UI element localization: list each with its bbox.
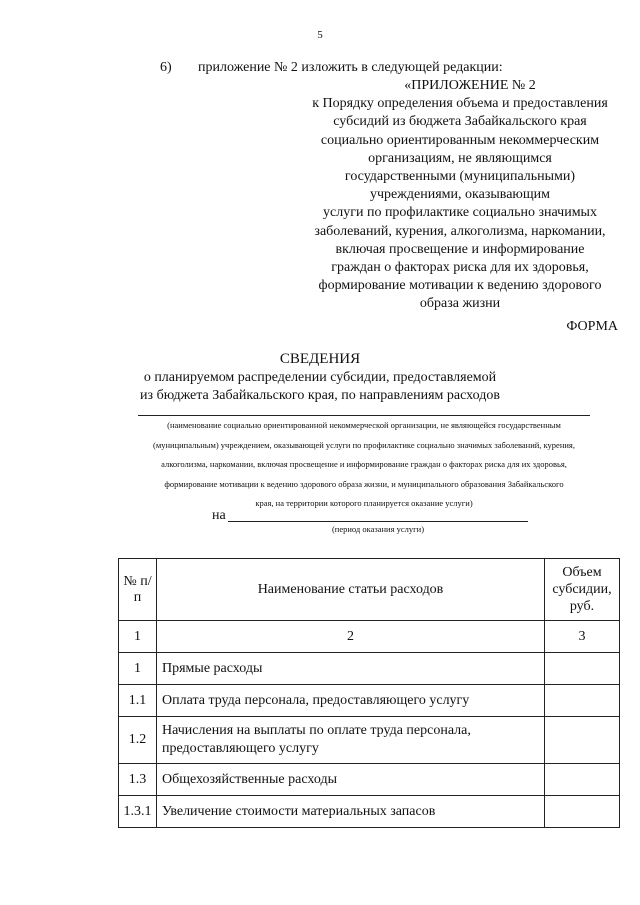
appendix-line: организациям, не являющимся xyxy=(368,150,552,166)
row-number: 1 xyxy=(119,653,157,685)
row-amount-cell xyxy=(545,685,620,717)
appendix-line: учреждениями, оказывающим xyxy=(369,187,550,203)
row-expense-name: Увеличение стоимости материальных запасов xyxy=(157,796,545,828)
appendix-line: заболеваний, курения, алкоголизма, наркомании, xyxy=(314,223,606,239)
column-number: 1 xyxy=(119,621,157,653)
appendix-line: граждан о факторах риска для их здоровья, xyxy=(331,260,589,276)
appendix-line: к Порядку определения объема и предоставления xyxy=(312,96,608,112)
table-row xyxy=(119,685,620,717)
caption-line: алкоголизма, наркомании, включая просвещение и информирование граждан о факторах риска для их здоровья, xyxy=(161,459,567,469)
appendix-line: субсидий из бюджета Забайкальского края xyxy=(333,114,587,130)
table-row xyxy=(119,717,620,764)
item-number: 6) xyxy=(160,60,172,75)
table-row xyxy=(119,796,620,828)
appendix-line: услуги по профилактике социально значимых xyxy=(323,205,597,221)
row-expense-name: Прямые расходы xyxy=(157,653,545,685)
appendix-line: включая просвещение и информирование xyxy=(335,241,585,257)
caption-line: формирование мотивации к ведению здорового образа жизни, и муниципального образования Забайкальского xyxy=(164,478,564,489)
page-number: 5 xyxy=(317,29,323,41)
appendix-line: государственными (муниципальными) xyxy=(344,169,576,185)
appendix-heading xyxy=(300,77,620,314)
document-subtitle xyxy=(0,369,640,405)
table-header-row xyxy=(119,559,620,621)
appendix-line: формирование мотивации к ведению здорового xyxy=(318,278,602,294)
appendix-line: образа жизни xyxy=(419,296,501,312)
appendix-title: «ПРИЛОЖЕНИЕ № 2 xyxy=(404,78,536,93)
header-expense-name: Наименование статьи расходов xyxy=(157,559,545,621)
table-row xyxy=(119,764,620,796)
amendment-item xyxy=(160,60,503,76)
caption-line: (муниципальным) учреждением, оказывающей услуги по профилактике социально значимых заболеваний, курения, xyxy=(153,439,575,450)
period-label: на xyxy=(212,508,226,523)
period-input-line xyxy=(228,521,528,522)
row-amount-cell xyxy=(545,653,620,685)
row-amount-cell xyxy=(545,717,620,764)
item-text: приложение № 2 изложить в следующей редакции: xyxy=(198,60,503,75)
row-expense-name: Начисления на выплаты по оплате труда персонала, предоставляющего услугу xyxy=(157,717,545,764)
period-caption: (период оказания услуги) xyxy=(331,524,425,534)
subtitle-line: о планируемом распределении субсидии, предоставляемой xyxy=(143,370,497,385)
table-row xyxy=(119,653,620,685)
row-amount-cell xyxy=(545,764,620,796)
column-number: 3 xyxy=(545,621,620,653)
caption-line: края, на территории которого планируется оказание услуги) xyxy=(255,498,473,508)
row-number: 1.2 xyxy=(119,717,157,764)
organization-caption xyxy=(124,415,604,514)
row-number: 1.1 xyxy=(119,685,157,717)
row-number: 1.3.1 xyxy=(119,796,157,828)
row-number: 1.3 xyxy=(119,764,157,796)
caption-line: (наименование социально ориентированной некоммерческой организации, не являющейся государственным xyxy=(138,415,590,436)
column-number: 2 xyxy=(157,621,545,653)
subtitle-line: из бюджета Забайкальского края, по направлениям расходов xyxy=(140,388,500,403)
header-subsidy-amount: Объем субсидии, руб. xyxy=(545,559,620,621)
expenses-table xyxy=(118,558,620,828)
form-label: ФОРМА xyxy=(566,319,618,334)
row-expense-name: Оплата труда персонала, предоставляющего услугу xyxy=(157,685,545,717)
row-amount-cell xyxy=(545,796,620,828)
document-title: СВЕДЕНИЯ xyxy=(279,351,361,367)
header-number: № п/п xyxy=(119,559,157,621)
appendix-line: социально ориентированным некоммерческим xyxy=(320,132,600,148)
row-expense-name: Общехозяйственные расходы xyxy=(157,764,545,796)
column-number-row xyxy=(119,621,620,653)
